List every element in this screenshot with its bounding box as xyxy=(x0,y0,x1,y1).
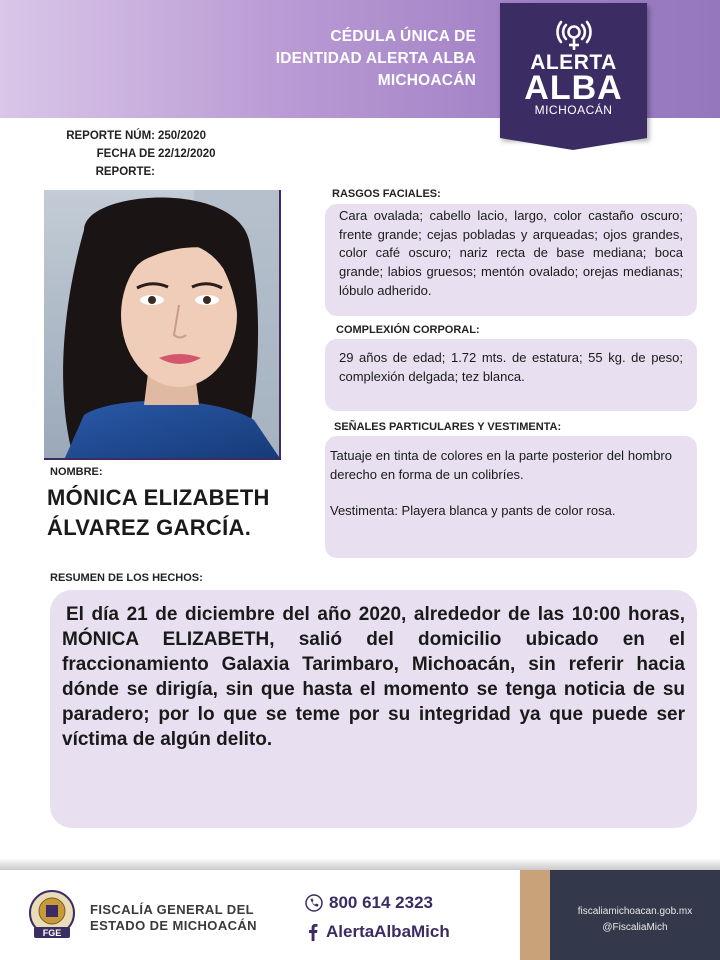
portrait-illustration xyxy=(44,190,281,460)
female-symbol-signal-icon xyxy=(555,16,593,56)
marks-clothing-box xyxy=(325,436,697,558)
twitter-handle[interactable]: @FiscaliaMich xyxy=(602,922,668,933)
phone-number: 800 614 2323 xyxy=(329,893,433,912)
title-line-3: MICHOACÁN xyxy=(377,72,476,89)
title-line-2: IDENTIDAD ALERTA ALBA xyxy=(275,50,476,67)
footer-accent xyxy=(520,870,550,960)
fge-seal-text: FGE xyxy=(42,928,62,938)
marks-tattoo-text: Tatuaje en tinta de colores en la parte posterior del hombro derecho en forma de un colibríes. xyxy=(330,448,672,482)
clothing-text: Vestimenta: Playera blanca y pants de color rosa. xyxy=(330,503,616,519)
alerta-alba-logo xyxy=(500,3,647,138)
name-label: NOMBRE: xyxy=(50,466,103,478)
summary-box xyxy=(50,590,697,828)
logo-text-michoacan: MICHOACÁN xyxy=(534,103,613,117)
logo-text-alerta: ALERTA xyxy=(530,51,617,74)
report-number-label: REPORTE NÚM: xyxy=(66,130,155,142)
footer-divider xyxy=(0,858,720,870)
logo-text-alba: ALBA xyxy=(524,69,623,107)
summary-text: El día 21 de diciembre del año 2020, alrededor de las 10:00 horas, MÓNICA ELIZABETH, salió del domicilio ubicado en el fraccionamiento Galaxia Tarimbaro, Michoacán, sin referir hacia dónde se dirigía, sin que hasta el momento se tenga noticia de su paradero; por lo que se teme por su integridad ya que puede ser víctima de algún delito. xyxy=(62,604,685,750)
document-title xyxy=(240,26,476,92)
phone-contact[interactable] xyxy=(305,893,433,913)
fge-name-line-1: FISCALÍA GENERAL DEL xyxy=(90,902,255,917)
body-build-box xyxy=(325,339,697,411)
person-photo xyxy=(44,190,281,460)
body-build-text: 29 años de edad; 1.72 mts. de estatura; 55 kg. de peso; complexión delgada; tez blanca. xyxy=(339,350,683,384)
fge-name-line-2: ESTADO DE MICHOACÁN xyxy=(90,918,257,933)
person-name-line-1: MÓNICA ELIZABETH xyxy=(47,485,270,510)
facebook-contact[interactable] xyxy=(308,922,450,942)
facial-features-text: Cara ovalada; cabello lacio, largo, color castaño oscuro; frente grande; cejas pobladas y arqueadas; ojos grandes, color café oscuro; nariz recta de base mediana; boca grande; labios gruesos; mentón ovalado; orejas medianas; lóbulo adherido. xyxy=(339,208,683,298)
report-date-label: FECHA DE REPORTE: xyxy=(95,148,155,178)
fge-seal-icon xyxy=(26,889,78,941)
marks-clothing-label: SEÑALES PARTICULARES Y VESTIMENTA: xyxy=(334,421,562,433)
person-name-line-2: ÁLVAREZ GARCÍA. xyxy=(47,515,252,540)
facebook-handle: AlertaAlbaMich xyxy=(326,922,450,941)
report-info xyxy=(36,127,216,181)
report-number-value: 250/2020 xyxy=(158,130,206,142)
website-link[interactable]: fiscaliamichoacan.gob.mx xyxy=(577,906,693,917)
summary-label: RESUMEN DE LOS HECHOS: xyxy=(50,572,203,584)
phone-icon xyxy=(305,894,323,912)
facebook-icon xyxy=(308,923,318,941)
fge-name xyxy=(90,902,257,934)
facial-features-label: RASGOS FACIALES: xyxy=(332,188,441,200)
title-line-1: CÉDULA ÚNICA DE xyxy=(330,28,476,45)
body-build-label: COMPLEXIÓN CORPORAL: xyxy=(336,324,480,336)
footer-contact-panel xyxy=(550,870,720,960)
facial-features-box xyxy=(325,204,697,316)
report-date-value: 22/12/2020 xyxy=(158,148,216,160)
